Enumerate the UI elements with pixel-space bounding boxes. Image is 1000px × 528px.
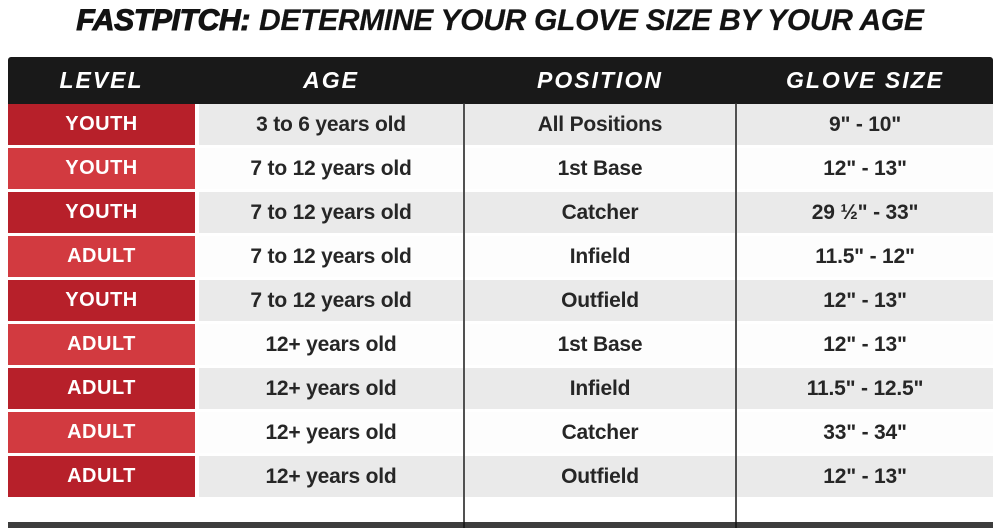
level-cell: ADULT (8, 368, 195, 409)
column-header-age: AGE (303, 67, 359, 93)
level-cell: YOUTH (8, 280, 195, 321)
level-cell: ADULT (8, 236, 195, 277)
position-cell: 1st Base (465, 324, 735, 365)
column-header-glove-size: GLOVE SIZE (785, 67, 945, 93)
level-cell: ADULT (8, 412, 195, 453)
table-row (8, 280, 993, 324)
table-row (8, 368, 993, 412)
glove-size-cell: 29 ½" - 33" (737, 192, 993, 233)
title-prefix: FASTPITCH: (76, 4, 251, 37)
position-cell: Catcher (465, 192, 735, 233)
level-cell: YOUTH (8, 192, 195, 233)
table-row (8, 236, 993, 280)
level-cell: ADULT (8, 324, 195, 365)
glove-size-cell: 12" - 13" (737, 324, 993, 365)
glove-size-table (8, 57, 993, 528)
age-cell: 7 to 12 years old (199, 236, 463, 277)
table-row (8, 192, 993, 236)
page-title (0, 4, 1000, 38)
age-cell: 12+ years old (199, 456, 463, 497)
position-cell: All Positions (465, 104, 735, 145)
level-cell: YOUTH (8, 104, 195, 145)
glove-size-cell: 33" - 34" (737, 412, 993, 453)
glove-size-cell: 12" - 13" (737, 456, 993, 497)
age-cell: 12+ years old (199, 368, 463, 409)
position-cell: Infield (465, 368, 735, 409)
age-cell: 7 to 12 years old (199, 148, 463, 189)
age-cell: 12+ years old (199, 324, 463, 365)
table-body (8, 104, 993, 500)
table-row (8, 104, 993, 148)
clipped-bottom-bar (8, 522, 993, 528)
level-cell: ADULT (8, 456, 195, 497)
age-cell: 12+ years old (199, 412, 463, 453)
table-header-row (8, 57, 993, 104)
table-row (8, 148, 993, 192)
age-cell: 7 to 12 years old (199, 192, 463, 233)
column-divider-position-glove (735, 104, 737, 528)
table-row (8, 324, 993, 368)
position-cell: Infield (465, 236, 735, 277)
position-cell: Catcher (465, 412, 735, 453)
position-cell: 1st Base (465, 148, 735, 189)
column-header-level: LEVEL (59, 67, 144, 93)
glove-size-cell: 12" - 13" (737, 280, 993, 321)
table-row (8, 412, 993, 456)
glove-size-cell: 11.5" - 12" (737, 236, 993, 277)
age-cell: 3 to 6 years old (199, 104, 463, 145)
age-cell: 7 to 12 years old (199, 280, 463, 321)
column-divider-age-position (463, 104, 465, 528)
glove-size-cell: 9" - 10" (737, 104, 993, 145)
title-text: DETERMINE YOUR GLOVE SIZE BY YOUR AGE (259, 4, 924, 37)
glove-size-cell: 12" - 13" (737, 148, 993, 189)
glove-size-cell: 11.5" - 12.5" (737, 368, 993, 409)
position-cell: Outfield (465, 456, 735, 497)
table-row (8, 456, 993, 500)
position-cell: Outfield (465, 280, 735, 321)
level-cell: YOUTH (8, 148, 195, 189)
column-header-position: POSITION (537, 67, 663, 93)
